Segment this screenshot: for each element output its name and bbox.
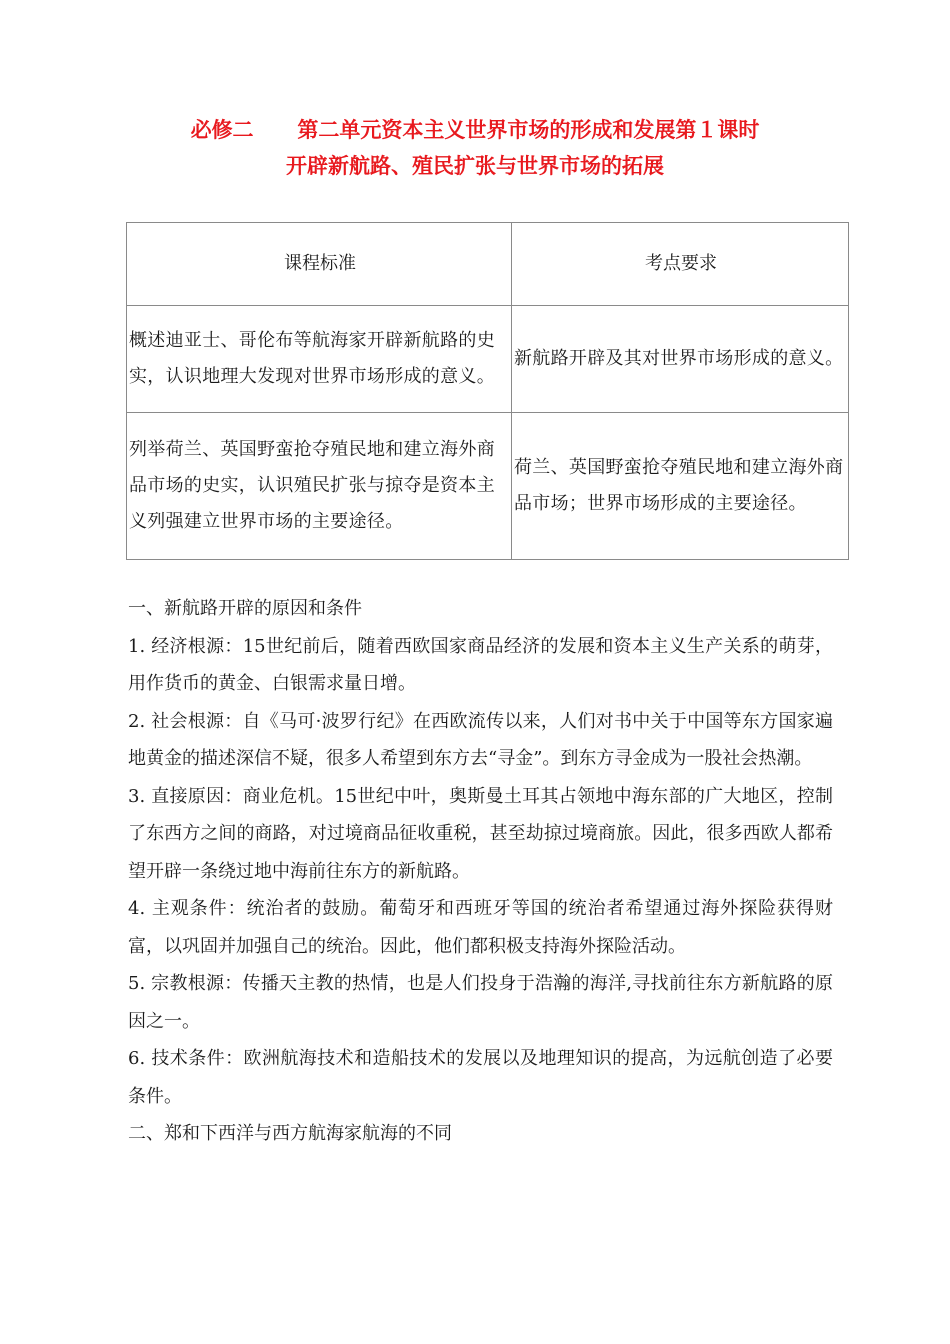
paragraph: 5. 宗教根源：传播天主教的热情，也是人们投身于浩瀚的海洋,寻找前往东方新航路的原因之一。	[128, 973, 833, 1032]
title-line-1: 必修二 第二单元资本主义世界市场的形成和发展第１课时	[190, 118, 760, 142]
paragraph: 1. 经济根源：15世纪前后，随着西欧国家商品经济的发展和资本主义生产关系的萌芽，用作货币的黄金、白银需求量日增。	[128, 635, 833, 694]
table-row	[127, 413, 849, 560]
section-heading: 二、郑和下西洋与西方航海家航海的不同	[128, 1123, 452, 1144]
cell-standard: 概述迪亚士、哥伦布等航海家开辟新航路的史实，认识地理大发现对世界市场形成的意义。	[127, 306, 512, 413]
curriculum-table	[126, 222, 849, 560]
document-body	[128, 590, 833, 1153]
cell-standard: 列举荷兰、英国野蛮抢夺殖民地和建立海外商品市场的史实，认识殖民扩张与掠夺是资本主义列强建立世界市场的主要途径。	[127, 413, 512, 560]
paragraph: 4. 主观条件：统治者的鼓励。葡萄牙和西班牙等国的统治者希望通过海外探险获得财富，以巩固并加强自己的统治。因此，他们都积极支持海外探险活动。	[128, 898, 833, 957]
paragraph: 3. 直接原因：商业危机。15世纪中叶，奥斯曼土耳其占领地中海东部的广大地区，控制了东西方之间的商路，对过境商品征收重税，甚至劫掠过境商旅。因此，很多西欧人都希望开辟一条绕过地中海前往东方的新航路。	[128, 785, 833, 882]
table-row	[127, 306, 849, 413]
table-header-row	[127, 223, 849, 306]
paragraph: 6. 技术条件：欧洲航海技术和造船技术的发展以及地理知识的提高，为远航创造了必要条件。	[128, 1048, 833, 1107]
section-heading: 一、新航路开辟的原因和条件	[128, 598, 362, 619]
header-standard: 课程标准	[127, 223, 512, 306]
title-line-2: 开辟新航路、殖民扩张与世界市场的拓展	[286, 154, 664, 178]
header-requirement: 考点要求	[512, 223, 849, 306]
cell-requirement: 新航路开辟及其对世界市场形成的意义。	[512, 306, 849, 413]
paragraph: 2. 社会根源：自《马可·波罗行纪》在西欧流传以来，人们对书中关于中国等东方国家遍地黄金的描述深信不疑，很多人希望到东方去“寻金”。到东方寻金成为一股社会热潮。	[128, 710, 833, 769]
cell-requirement: 荷兰、英国野蛮抢夺殖民地和建立海外商品市场；世界市场形成的主要途径。	[512, 413, 849, 560]
document-title	[0, 112, 950, 184]
